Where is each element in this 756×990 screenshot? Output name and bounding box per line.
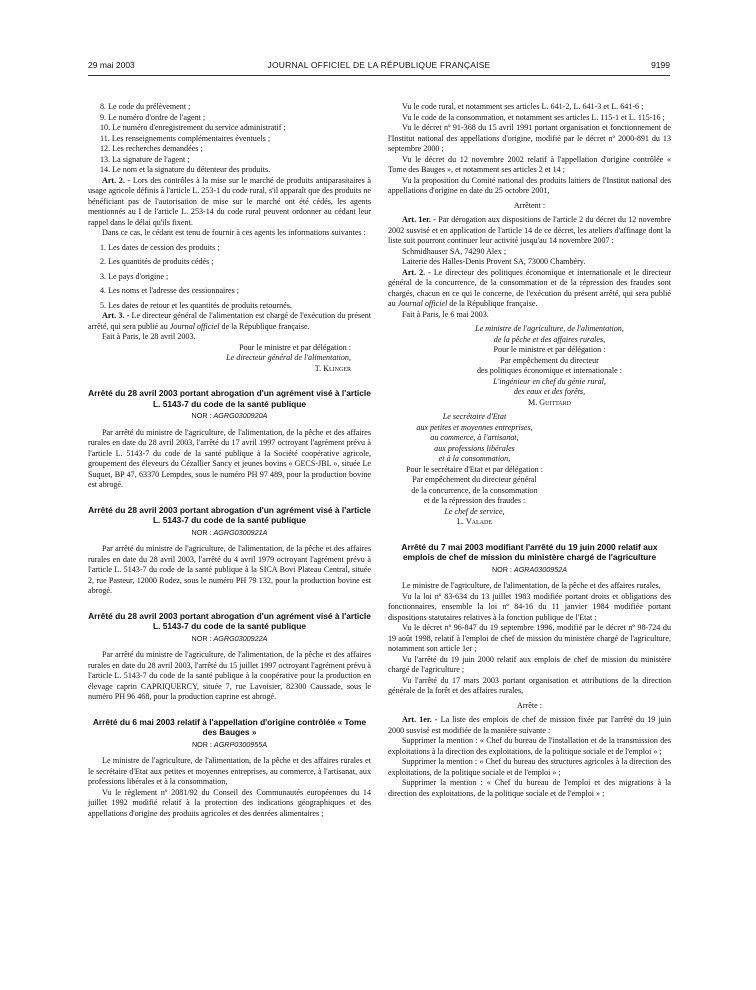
header-journal-title: JOURNAL OFFICIEL DE LA RÉPUBLIQUE FRANÇAISE xyxy=(267,60,491,70)
list-item: 14. Le nom et la signature du détenteur des produits. xyxy=(100,165,271,174)
decree-title: Arrêté du 28 avril 2003 portant abrogation d'un agrément visé à l'article L. 5143-7 du code de la santé publique xyxy=(88,504,371,525)
header-date: 29 mai 2003 xyxy=(88,60,135,70)
nor-reference: NOR : AGRA0300952A xyxy=(491,564,568,574)
visa-paragraph: Vu le code de la consommation, et notamment ses articles L. 115-1 et L. 115-16 ; xyxy=(402,112,665,122)
signature-date: Fait à Paris, le 28 avril 2003. xyxy=(102,332,196,341)
header-page-number: 9199 xyxy=(651,60,670,70)
decree-paragraph: Vu le règlement nº 2081/92 du Conseil des Communautés européennes du 14 juillet 1992 modifié relatif à la protection des indications géographiques et des appellations d'origine des produits agricoles et des denrées alimentaires ; xyxy=(88,787,371,818)
article-2: Art. 2. - Lors des contrôles à la mise sur le marché de produits antiparasitaires à usage agricole définis à l'article L. 253-1 du code rural, s'il apparaît que des produits ne bénéficiant pas de l'autorisation de mise sur le marché ont été cédés, les agents mentionnés au I de l'article L. 253-14 du code rural peuvent ordonner au cédant leur rappel dans le délai qu'ils fixent. xyxy=(88,175,372,227)
article-1: Art. 1er. - Par dérogation aux dispositions de l'article 2 du décret du 12 novembre 2002 susvisé et en application de l'article 14 de ce décret, les ateliers d'affinage dont la liste suit pourront continuer leur activité jusqu'au 14 novembre 2007 : xyxy=(388,215,671,245)
list-item: 5. Les dates de retour et les quantités de produits retournés. xyxy=(100,300,292,310)
article-2: Art. 2. - Le directeur des politiques économique et internationale et le directeur général de la concurrence, de la consommation et de la répression des fraudes sont chargés, chacun en ce qui le concerne, de l'exécution du présent arrêté, qui sera publié au Journal officiel de la République française. xyxy=(388,267,672,308)
decree-paragraph: Vu l'arrêté du 17 mars 2003 portant organisation et attributions de la direction générale de la forêt et des affaires rurales, xyxy=(388,675,671,695)
right-column xyxy=(388,102,671,799)
visa-paragraph: Vu le décret nº 91-368 du 15 avril 1991 portant organisation et fonctionnement de l'Institut national des appellations d'origine, modifié par le décret nº 2000-891 du 13 septembre 2000 ; xyxy=(388,123,671,153)
list-item: 3. Le pays d'origine ; xyxy=(100,271,169,281)
decree-body: Par arrêté du ministre de l'agriculture, de l'alimentation, de la pêche et des affaires rurales en date du 28 avril 2003, l'arrêté du 4 avril 1979 octroyant l'agrément prévu à l'article L. 5143-7 du code de la santé publique à la SICA Bovi Plateau Central, située 2, rue Pasteur, 12000 Rodez, sous le numéro PH 79 132, pour la production bovine est abrogé. xyxy=(88,544,371,595)
info-list xyxy=(88,102,371,176)
nor-reference: NOR : AGRG0300922A xyxy=(191,633,268,643)
list-item: 11. Les renseignements complémentaires éventuels ; xyxy=(100,133,271,143)
list-item: 13. La signature de l'agent ; xyxy=(100,154,190,164)
visa-paragraph: Vu le décret du 12 novembre 2002 relatif à l'appellation d'origine contrôlée « Tome des Bauges », et notamment ses articles 2 et 14 ; xyxy=(388,154,671,174)
list-item: 10. Le numéro d'enregistrement du service administratif ; xyxy=(100,123,286,132)
atelier-item: Laiterie des Halles-Denis Provent SA, 73000 Chambéry. xyxy=(402,257,586,266)
arrete-heading: Arrête : xyxy=(517,700,542,710)
decree-paragraph: Vu le décret nº 96-847 du 19 septembre 1996, modifié par le décret nº 98-724 du 19 août 1998, relatif à l'emploi de chef de mission du ministère chargé de l'agriculture, notamment son article 1er ; xyxy=(388,623,671,653)
decree-body: Par arrêté du ministre de l'agriculture, de l'alimentation, de la pêche et des affaires rurales en date du 28 avril 2003, l'arrêté du 17 avril 1997 octroyant l'agrément prévu à l'article L. 5143-7 du code de la santé publique à la Société coopérative agricole, groupement des éleveurs du Cézallier Sancy et jeunes bovins « GECS-JBL », située Le Suquet, BP 47, 63370 Lempdes, sous le numéro PH 97 489, pour la production bovine est abrogé. xyxy=(88,427,371,489)
decree-title: Arrêté du 28 avril 2003 portant abrogation d'un agrément visé à l'article L. 5143-7 du code de la santé publique xyxy=(88,610,371,631)
article-3: Art. 3. - Le directeur général de l'alimentation est chargé de l'exécution du présent arrêté, qui sera publié au Journal officiel de la République française. xyxy=(88,311,372,331)
left-column xyxy=(88,102,371,819)
decree-title: Arrêté du 6 mai 2003 relatif à l'appellation d'origine contrôlée « Tome des Bauges » xyxy=(92,716,367,737)
suppression-item: Supprimer la mention : « Chef du bureau de l'emploi et des migrations à la direction des exploitations, de la politique sociale et de l'emploi » ; xyxy=(388,778,671,798)
list-item: 8. Le code du prélèvement ; xyxy=(100,102,191,111)
visa-paragraph: Vu le code rural, et notamment ses articles L. 641-2, L. 641-3 et L. 641-6 ; xyxy=(402,102,644,111)
secretary-signature-block: Le secrétaire d'Etat aux petites et moyennes entreprises, au commerce, à l'artisanat, aux professions libérales et à la consommation, Pour le secrétaire d'Etat et par délégation : Par empêchement du directeur général de la concurrence, de la consommation et de la répression des fraudes : Le chef de service, L. Valade xyxy=(406,412,543,526)
decree-title: Arrêté du 7 mai 2003 modifiant l'arrêté du 19 juin 2000 relatif aux emplois de chef de mission du ministère chargé de l'agriculture xyxy=(401,541,658,562)
decree-title: Arrêté du 28 avril 2003 portant abrogation d'un agrément visé à l'article L. 5143-7 du code de la santé publique xyxy=(88,388,371,409)
list-item: 1. Les dates de cession des produits ; xyxy=(100,242,220,252)
decree-paragraph: Le ministre de l'agriculture, de l'alimentation, de la pêche et des affaires rurales et le secrétaire d'Etat aux petites et moyennes entreprises, au commerce, à l'artisanat, aux professions libérales et à la consommation, xyxy=(88,756,371,786)
arretent-heading: Arrêtent : xyxy=(513,200,546,210)
list-item: 12. Les recherches demandées ; xyxy=(100,144,203,153)
list-item: 9. Le numéro d'ordre de l'agent ; xyxy=(100,112,206,122)
signature-block: Pour le ministre et par délégation : Le directeur général de l'alimentation, T. Klinger xyxy=(226,342,351,373)
article-1: Art. 1er. - La liste des emplois de chef de mission fixée par l'arrêté du 19 juin 2000 susvisé est modifiée de la manière suivante : xyxy=(388,715,671,735)
visa-paragraph: Vu la proposition du Comité national des produits laitiers de l'Institut national des appellations d'origine en date du 25 octobre 2001, xyxy=(388,175,671,195)
minister-signature-block: Le ministre de l'agriculture, de l'alimentation, de la pêche et des affaires rurales, Pour le ministre et par délégation : Par empêchement du directeur des politiques économique et internationale : L'ingénieur en chef du génie rural, des eaux et des forêts, M. Guittard xyxy=(475,324,624,407)
suppression-item: Supprimer la mention : « Chef du bureau des structures agricoles à la direction des exploitations, de la politique sociale et de l'emploi » ; xyxy=(388,757,671,777)
signature-date: Fait à Paris, le 6 mai 2003. xyxy=(402,309,489,319)
decree-body: Par arrêté du ministre de l'agriculture, de l'alimentation, de la pêche et des affaires rurales en date du 28 avril 2003, l'arrêté du 15 juillet 1997 octroyant l'agrément prévu à l'article L. 5143-7 du code de la santé publique à la coopérative pour la production en élevage caprin CAPRIQUERCY, située 7, rue Lavoisier, 82300 Caussade, sous le numéro PH 96 468, pour la production caprine est abrogé. xyxy=(88,650,371,701)
header-rule xyxy=(88,75,670,76)
nor-reference: NOR : AGRG0300920A xyxy=(191,411,268,420)
nor-reference: NOR : AGRG0300921A xyxy=(191,527,268,537)
suppression-item: Supprimer la mention : « Chef du bureau de l'installation et de la transmission des exploitations à la direction des exploitations, de la politique sociale et de l'emploi » ; xyxy=(388,736,671,756)
list-item: 4. Les noms et l'adresse des cessionnaires ; xyxy=(100,286,240,295)
page-header xyxy=(88,60,670,74)
article-2-paragraph: Dans ce cas, le cédant est tenu de fournir à ces agents les informations suivantes : xyxy=(102,228,366,237)
decree-paragraph: Vu l'arrêté du 19 juin 2000 relatif aux emplois de chef de mission du ministère chargé de l'agriculture ; xyxy=(388,654,671,674)
nor-reference: NOR : AGRP0300955A xyxy=(191,739,268,749)
decree-paragraph: Vu la loi nº 83-634 du 13 juillet 1983 modifiée portant droits et obligations des fonctionnaires, ensemble la loi nº 84-16 du 11 janvier 1984 modifiée portant dispositions statutaires relatives à la fonction publique de l'Etat ; xyxy=(388,591,671,622)
cession-list xyxy=(88,243,371,312)
atelier-item: Schmidhauser SA, 74290 Alex ; xyxy=(402,246,507,256)
list-item: 2. Les quantités de produits cédés ; xyxy=(100,257,214,266)
decree-paragraph: Le ministre de l'agriculture, de l'alimentation, de la pêche et des affaires rurales, xyxy=(402,581,661,590)
